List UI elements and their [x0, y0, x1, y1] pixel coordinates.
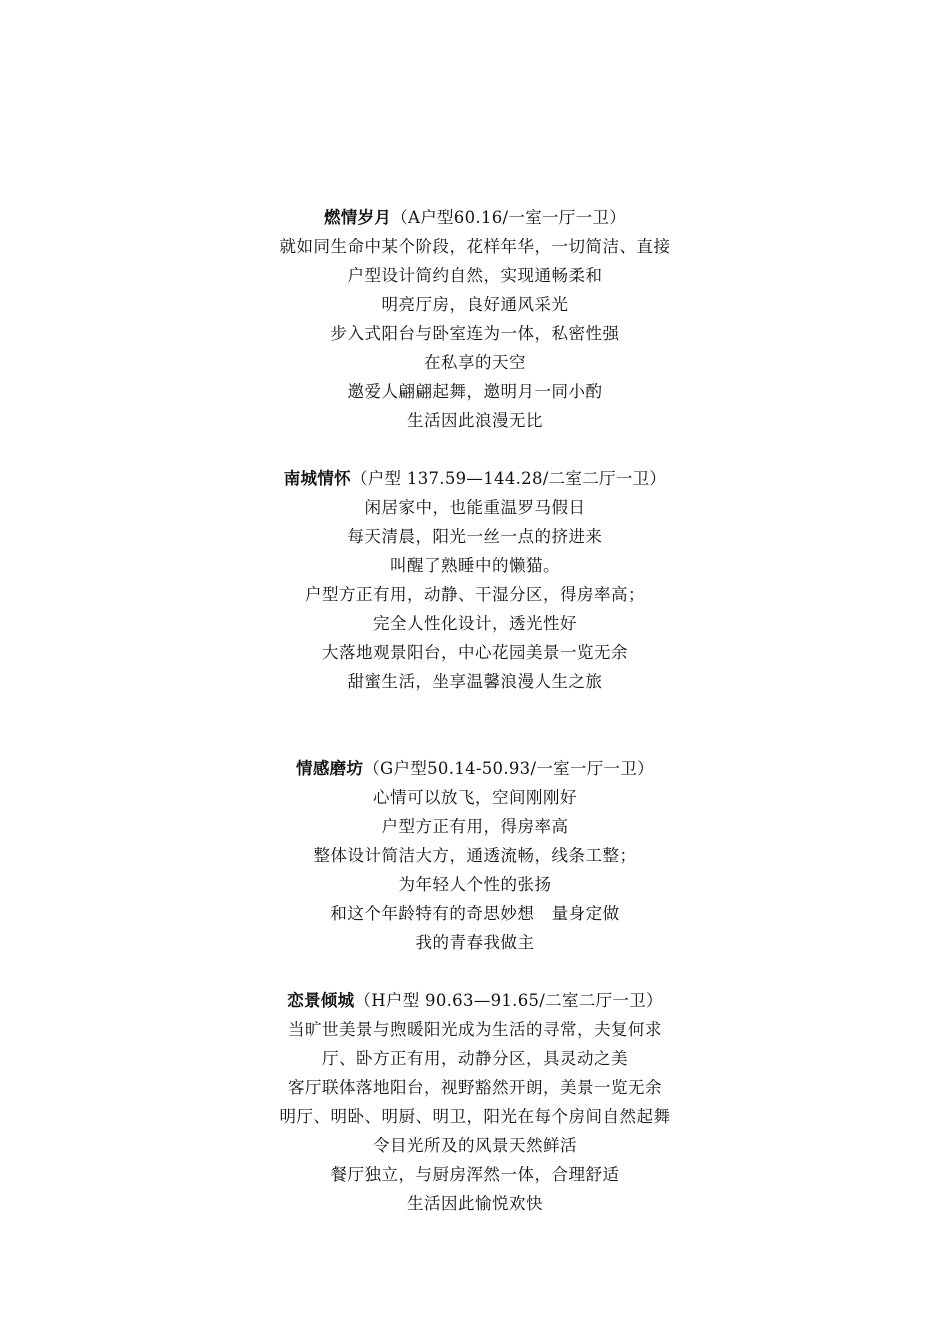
- section-title-spec: （H户型 90.63—91.65/二室二厅一卫）: [354, 991, 663, 1010]
- section-title: [0, 203, 950, 232]
- section-spacer: [0, 435, 950, 464]
- body-line: 厅、卧方正有用，动静分区，具灵动之美: [322, 1049, 628, 1068]
- body-line: 邀爱人翩翩起舞，邀明月一同小酌: [347, 382, 603, 401]
- document-page: [0, 203, 950, 1218]
- body-line: 明厅、明卧、明厨、明卫，阳光在每个房间自然起舞: [279, 1107, 671, 1126]
- body-line: 我的青春我做主: [415, 933, 535, 952]
- section-a-unit: [0, 203, 950, 435]
- section-title-name: 燃情岁月: [323, 208, 392, 227]
- section-title-spec: （户型 137.59—144.28/二室二厅一卫）: [350, 469, 667, 488]
- section-title: [0, 986, 950, 1015]
- body-line: 闲居家中，也能重温罗马假日: [364, 498, 586, 517]
- body-line: 大落地观景阳台，中心花园美景一览无余: [322, 643, 628, 662]
- section-title: [0, 464, 950, 493]
- body-line: 就如同生命中某个阶段，花样年华，一切简洁、直接: [279, 237, 671, 256]
- body-line: 为年轻人个性的张扬: [398, 875, 552, 894]
- body-line: 在私享的天空: [424, 353, 526, 372]
- body-line: 心情可以放飞，空间刚刚好: [373, 788, 577, 807]
- body-line: 明亮厅房，良好通风采光: [381, 295, 569, 314]
- body-line: 甜蜜生活，坐享温馨浪漫人生之旅: [347, 672, 603, 691]
- body-line: 客厅联体落地阳台，视野豁然开朗，美景一览无余: [288, 1078, 662, 1097]
- body-line: 整体设计简洁大方，通透流畅，线条工整；: [313, 846, 637, 865]
- section-spacer: [0, 696, 950, 754]
- body-line: 户型方正有用，得房率高: [381, 817, 569, 836]
- body-line: 完全人性化设计，透光性好: [373, 614, 577, 633]
- section-title-spec: （G户型50.14-50.93/一室一厅一卫）: [363, 759, 654, 778]
- body-line: 户型方正有用，动静、干湿分区，得房率高；: [305, 585, 645, 604]
- body-line: 叫醒了熟睡中的懒猫。: [390, 556, 560, 575]
- section-h-unit: [0, 986, 950, 1218]
- body-line: 每天清晨，阳光一丝一点的挤进来: [347, 527, 603, 546]
- section-title: [0, 754, 950, 783]
- section-title-name: 南城情怀: [283, 469, 351, 488]
- body-line: 餐厅独立，与厨房浑然一体，合理舒适: [330, 1165, 620, 1184]
- section-title-name: 恋景倾城: [287, 991, 355, 1010]
- body-line: 当旷世美景与煦暖阳光成为生活的寻常，夫复何求: [288, 1020, 662, 1039]
- body-line: 生活因此浪漫无比: [407, 411, 543, 430]
- body-line: 户型设计简约自然，实现通畅柔和: [347, 266, 603, 285]
- section-spacer: [0, 957, 950, 986]
- section-nancheng: [0, 464, 950, 696]
- section-title-spec: （A户型60.16/一室一厅一卫）: [391, 208, 626, 227]
- body-line: 步入式阳台与卧室连为一体，私密性强: [330, 324, 620, 343]
- body-line: 生活因此愉悦欢快: [407, 1194, 543, 1213]
- body-line: 和这个年龄特有的奇思妙想 量身定做: [330, 904, 620, 923]
- section-title-name: 情感磨坊: [296, 759, 364, 778]
- section-g-unit: [0, 754, 950, 957]
- body-line: 令目光所及的风景天然鲜活: [373, 1136, 577, 1155]
